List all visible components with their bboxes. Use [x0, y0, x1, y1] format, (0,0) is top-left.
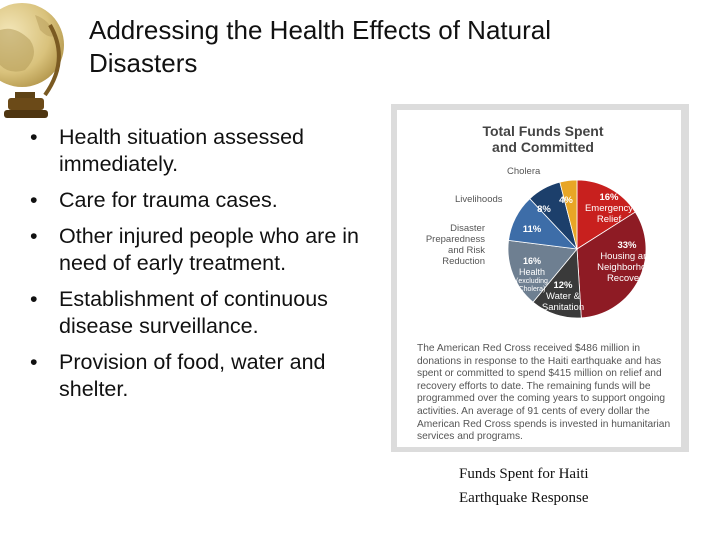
label-disaster-line4: Reduction: [442, 256, 485, 267]
label-health-pct: 16%: [522, 256, 541, 266]
label-emergency-pct: 16%: [599, 192, 619, 203]
label-cholera: Cholera: [507, 166, 541, 177]
slide-title-line2: Disasters: [89, 48, 198, 78]
bullet-item: • Provision of food, water and shelter.: [30, 349, 380, 403]
chart-title-line1: Total Funds Spent: [482, 123, 604, 139]
globe-icon: [0, 0, 70, 125]
bullet-item: • Care for trauma cases.: [30, 187, 380, 214]
label-water-line1: Water &: [546, 291, 580, 302]
label-disaster-line2: Preparedness: [425, 234, 485, 245]
label-disaster-line3: and Risk: [448, 245, 485, 256]
bullet-list: [30, 124, 380, 412]
label-emergency: [579, 192, 639, 225]
slide-title: [89, 14, 649, 80]
slide-title-line1: Addressing the Health Effects of Natural: [89, 15, 551, 45]
bullet-item: • Establishment of continuous disease surveillance.: [30, 286, 380, 340]
figure-body-text: The American Red Cross received $486 million in donations in response to the Haiti earthquake and has spent or committed to spend $415 million on relief and recovery efforts to date. The remaining funds will be programmed over the coming years to support ongoing activities. An average of 91 cents of every dollar the American Red Cross spends is invested in humanitarian services and programs.: [417, 343, 671, 443]
caption-line2: Earthquake Response: [459, 490, 589, 506]
label-housing-line2: Neighborhood: [597, 262, 657, 273]
infographic-panel: [397, 110, 681, 447]
figure-caption: [459, 462, 659, 510]
label-housing: [584, 240, 670, 284]
label-disaster: [401, 223, 485, 267]
label-livelihoods: Livelihoods: [455, 194, 503, 205]
chart-title-line2: and Committed: [492, 139, 594, 155]
label-housing-pct: 33%: [617, 240, 637, 251]
infographic-figure: [391, 104, 689, 452]
label-water-line2: Sanitation: [541, 302, 585, 313]
bullet-item: • Health situation assessed immediately.: [30, 124, 380, 178]
label-water-pct: 12%: [553, 280, 573, 291]
label-health-line3: Cholera): [518, 286, 546, 293]
label-housing-line1: Housing and: [600, 251, 654, 262]
caption-line1: Funds Spent for Haiti: [459, 466, 589, 482]
bullet-item: • Other injured people who are in need of early treatment.: [30, 223, 380, 277]
label-cholera-pct: 4%: [559, 195, 573, 206]
label-emergency-line2: Relief: [596, 214, 622, 225]
label-livelihoods-pct: 8%: [537, 204, 551, 215]
label-disaster-pct: 11%: [522, 224, 542, 235]
label-housing-line3: Recovery: [606, 273, 648, 284]
label-emergency-line1: Emergency: [584, 203, 634, 214]
label-health-line1: Health: [518, 267, 545, 277]
label-health: [509, 256, 555, 294]
label-health-line2: (excluding: [516, 278, 548, 285]
label-disaster-line1: Disaster: [450, 223, 485, 234]
